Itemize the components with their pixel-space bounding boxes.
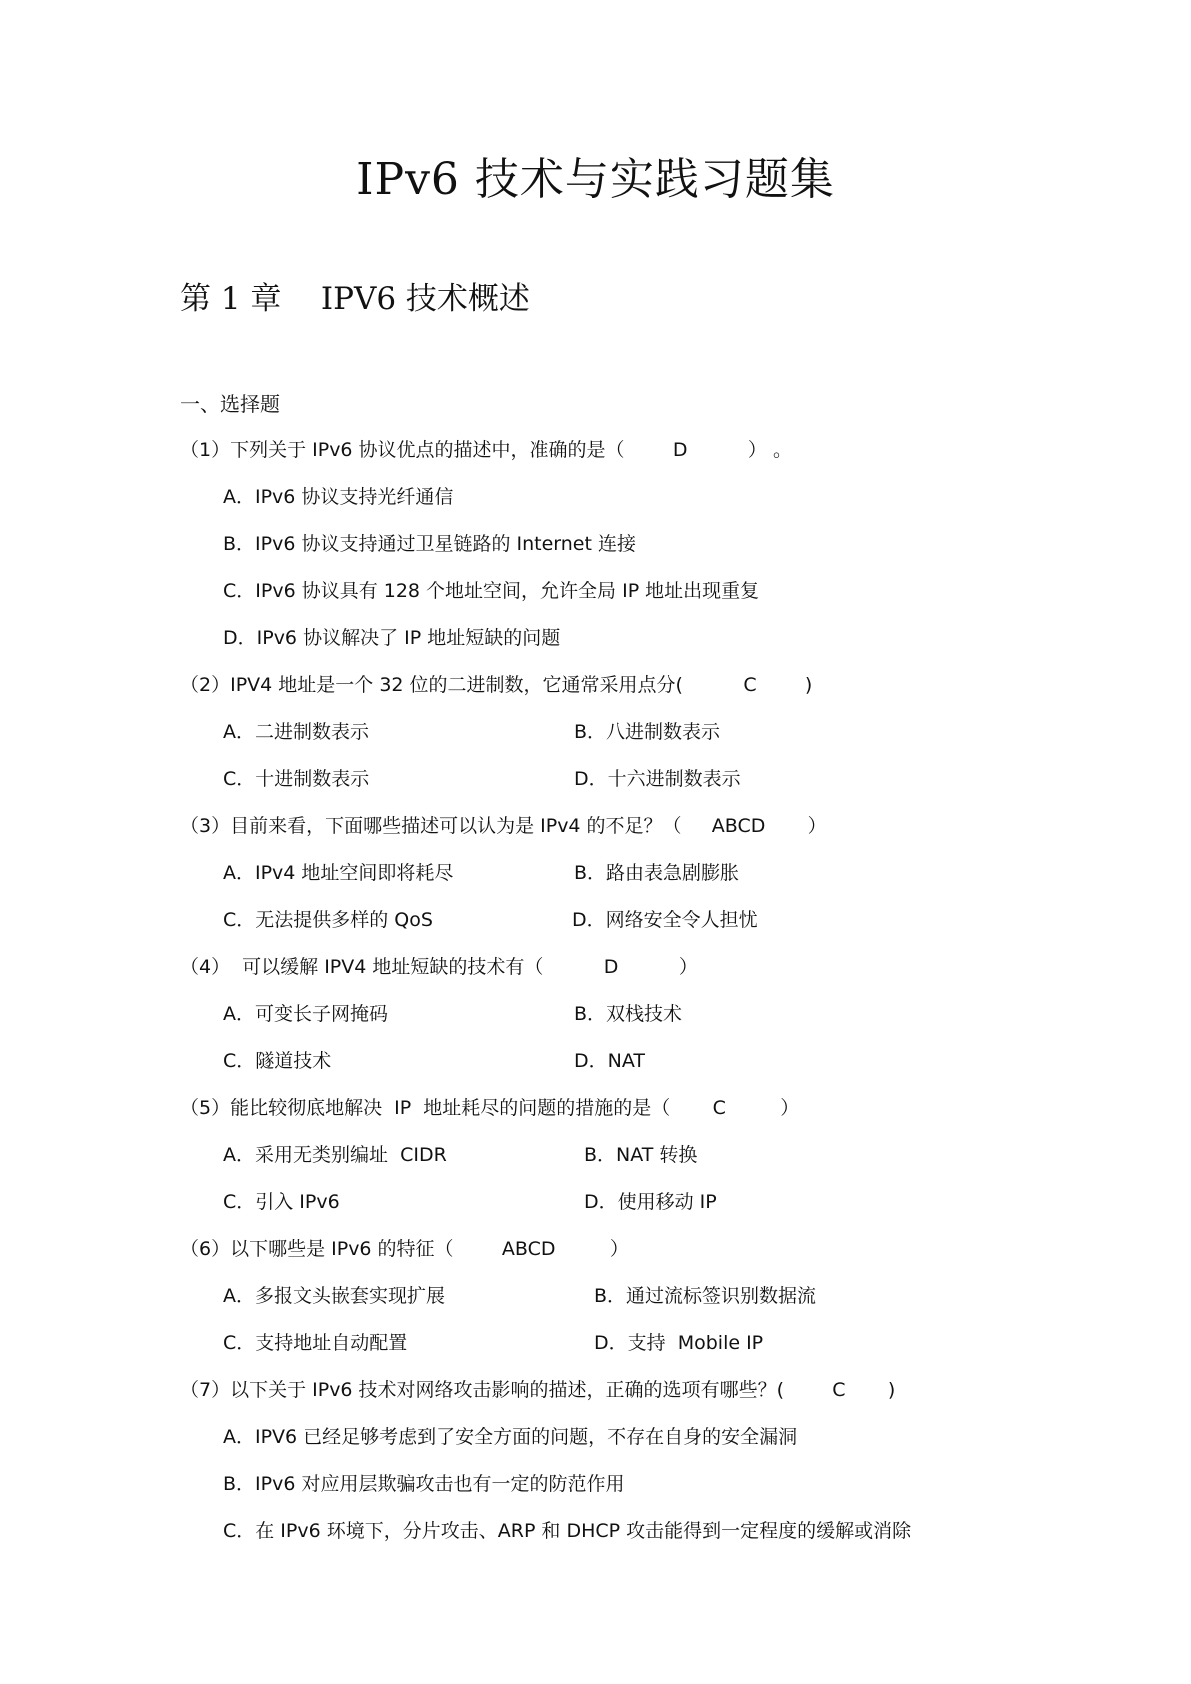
question-7: （7）以下关于 IPv6 技术对网络攻击影响的描述，正确的选项有哪些？( C )	[180, 1379, 896, 1401]
question-5: （5）能比较彻底地解决 IP 地址耗尽的问题的措施的是（ C ）	[180, 1097, 800, 1119]
question-6-option-b: B．通过流标签识别数据流	[594, 1285, 817, 1307]
question-4: （4） 可以缓解 IPV4 地址短缺的技术有（ D ）	[180, 956, 698, 978]
question-5-option-c: C．引入 IPv6	[223, 1191, 340, 1213]
question-5-option-d: D．使用移动 IP	[584, 1191, 717, 1213]
question-1: （1）下列关于 IPv6 协议优点的描述中，准确的是（ D ） 。	[180, 439, 792, 461]
question-4-option-c: C．隧道技术	[223, 1050, 332, 1072]
question-5-option-b: B．NAT 转换	[584, 1144, 698, 1166]
question-4-option-d: D．NAT	[574, 1050, 645, 1072]
section-heading: 一、选择题	[180, 392, 280, 416]
question-1-option-a: A．IPv6 协议支持光纤通信	[223, 486, 454, 508]
question-1-option-c: C．IPv6 协议具有 128 个地址空间，允许全局 IP 地址出现重复	[223, 580, 760, 602]
chapter-heading: 第 1 章 IPV6 技术概述	[180, 281, 530, 317]
question-5-option-a: A．采用无类别编址 CIDR	[223, 1144, 447, 1166]
question-7-option-c: C．在 IPv6 环境下，分片攻击、ARP 和 DHCP 攻击能得到一定程度的缓解或消除	[223, 1520, 912, 1542]
question-4-option-b: B．双栈技术	[574, 1003, 683, 1025]
question-1-option-d: D．IPv6 协议解决了 IP 地址短缺的问题	[223, 627, 561, 649]
question-6-option-d: D．支持 Mobile IP	[594, 1332, 764, 1354]
question-2-option-a: A．二进制数表示	[223, 721, 369, 743]
question-3: （3）目前来看，下面哪些描述可以认为是 IPv4 的不足？（ ABCD ）	[180, 815, 827, 837]
question-3-option-b: B．路由表急剧膨胀	[574, 862, 740, 884]
question-2-option-c: C．十进制数表示	[223, 768, 370, 790]
question-2: （2）IPV4 地址是一个 32 位的二进制数，它通常采用点分( C )	[180, 674, 813, 696]
question-7-option-a: A．IPV6 已经足够考虑到了安全方面的问题，不存在自身的安全漏洞	[223, 1426, 798, 1448]
question-3-option-a: A．IPv4 地址空间即将耗尽	[223, 862, 454, 884]
question-1-option-b: B．IPv6 协议支持通过卫星链路的 Internet 连接	[223, 533, 636, 555]
question-3-option-c: C．无法提供多样的 QoS	[223, 909, 433, 931]
question-3-option-d: D．网络安全令人担忧	[572, 909, 758, 931]
document-title: IPv6 技术与实践习题集	[356, 154, 835, 205]
question-4-option-a: A．可变长子网掩码	[223, 1003, 388, 1025]
question-2-option-b: B．八进制数表示	[574, 721, 721, 743]
question-6: （6）以下哪些是 IPv6 的特征（ ABCD ）	[180, 1238, 629, 1260]
question-7-option-b: B．IPv6 对应用层欺骗攻击也有一定的防范作用	[223, 1473, 625, 1495]
question-2-option-d: D．十六进制数表示	[574, 768, 741, 790]
question-6-option-a: A．多报文头嵌套实现扩展	[223, 1285, 445, 1307]
question-6-option-c: C．支持地址自动配置	[223, 1332, 408, 1354]
